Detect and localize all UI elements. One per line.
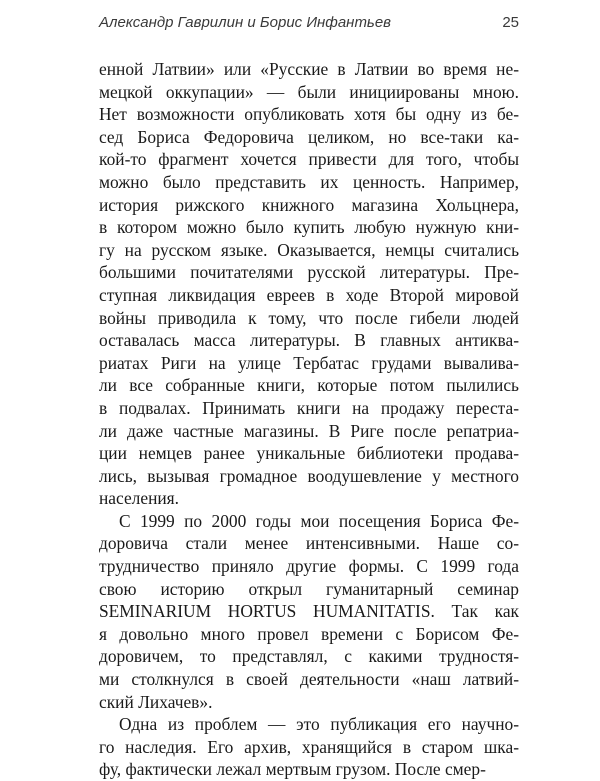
- text-line: го наследия. Его архив, хранящийся в старом шка-: [99, 736, 519, 757]
- running-header: [99, 14, 519, 36]
- text-line: я довольно много провел времени с Борисом Фе-: [99, 623, 519, 644]
- paragraph: [99, 510, 519, 713]
- page-body: [99, 58, 519, 781]
- text-line: риатах Риги на улице Тербатас грудами вывалива-: [99, 352, 519, 373]
- text-line: ли все собранные книги, которые потом пылились: [99, 375, 519, 396]
- text-line: в подвалах. Принимать книги на продажу переста-: [99, 397, 519, 418]
- running-head-title: Александр Гаврилин и Борис Инфантьев: [99, 14, 391, 31]
- text-line: большими почитателями русской литературы. Пре-: [99, 262, 519, 283]
- text-line: трудничество приняло другие формы. С 1999 года: [99, 556, 519, 577]
- text-line: Нет возможности опубликовать хотя бы одну из бе-: [99, 104, 519, 125]
- text-line: в котором можно было купить любую нужную кни-: [99, 217, 519, 238]
- text-line: мецкой оккупации» — были инициированы мною.: [99, 81, 519, 102]
- text-line: ступная ликвидация евреев в ходе Второй мировой: [99, 284, 519, 305]
- text-line: ский Лихачев».: [99, 691, 213, 712]
- text-line: ции немцев ранее уникальные библиотеки продава-: [99, 443, 519, 464]
- text-line: ли даже частные магазины. В Риге после репатриа-: [99, 420, 519, 441]
- text-line: енной Латвии» или «Русские в Латвии во время не-: [99, 59, 519, 79]
- text-line: оставалась масса литературы. В главных антиква-: [99, 330, 519, 351]
- paragraph: [99, 58, 519, 510]
- text-line: Одна из проблем — это публикация его научно-: [119, 714, 519, 735]
- text-line: населения.: [99, 488, 180, 509]
- text-line: история рижского книжного магазина Хольцнера,: [99, 194, 519, 215]
- text-line: свою историю открыл гуманитарный семинар: [99, 578, 519, 599]
- text-line: доровичем, то представлял, с какими трудностя-: [99, 646, 519, 667]
- text-line: лись, вызывая громадное воодушевление у местного: [99, 465, 519, 486]
- text-line: сед Бориса Федоровича целиком, но все-таки ка-: [99, 126, 519, 147]
- text-line: доровича стали менее интенсивными. Наше со-: [99, 533, 519, 554]
- text-line: кой-то фрагмент хочется привести для того, чтобы: [99, 149, 519, 170]
- page-number: 25: [502, 14, 519, 31]
- text-line: войны приводила к тому, что после гибели людей: [99, 307, 519, 328]
- text-line: ми столкнулся в своей деятельности «наш латвий-: [99, 669, 519, 690]
- paragraph: [99, 713, 519, 781]
- text-line: фу, фактически лежал мертвым грузом. После смер-: [99, 759, 486, 780]
- text-line: С 1999 по 2000 годы мои посещения Бориса Фе-: [119, 510, 519, 531]
- text-line: гу на русском языке. Оказывается, немцы считались: [99, 239, 519, 260]
- text-line: SEMINARIUM HORTUS HUMANITATIS. Так как: [99, 601, 519, 622]
- text-line: можно было представить их ценность. Например,: [99, 171, 519, 192]
